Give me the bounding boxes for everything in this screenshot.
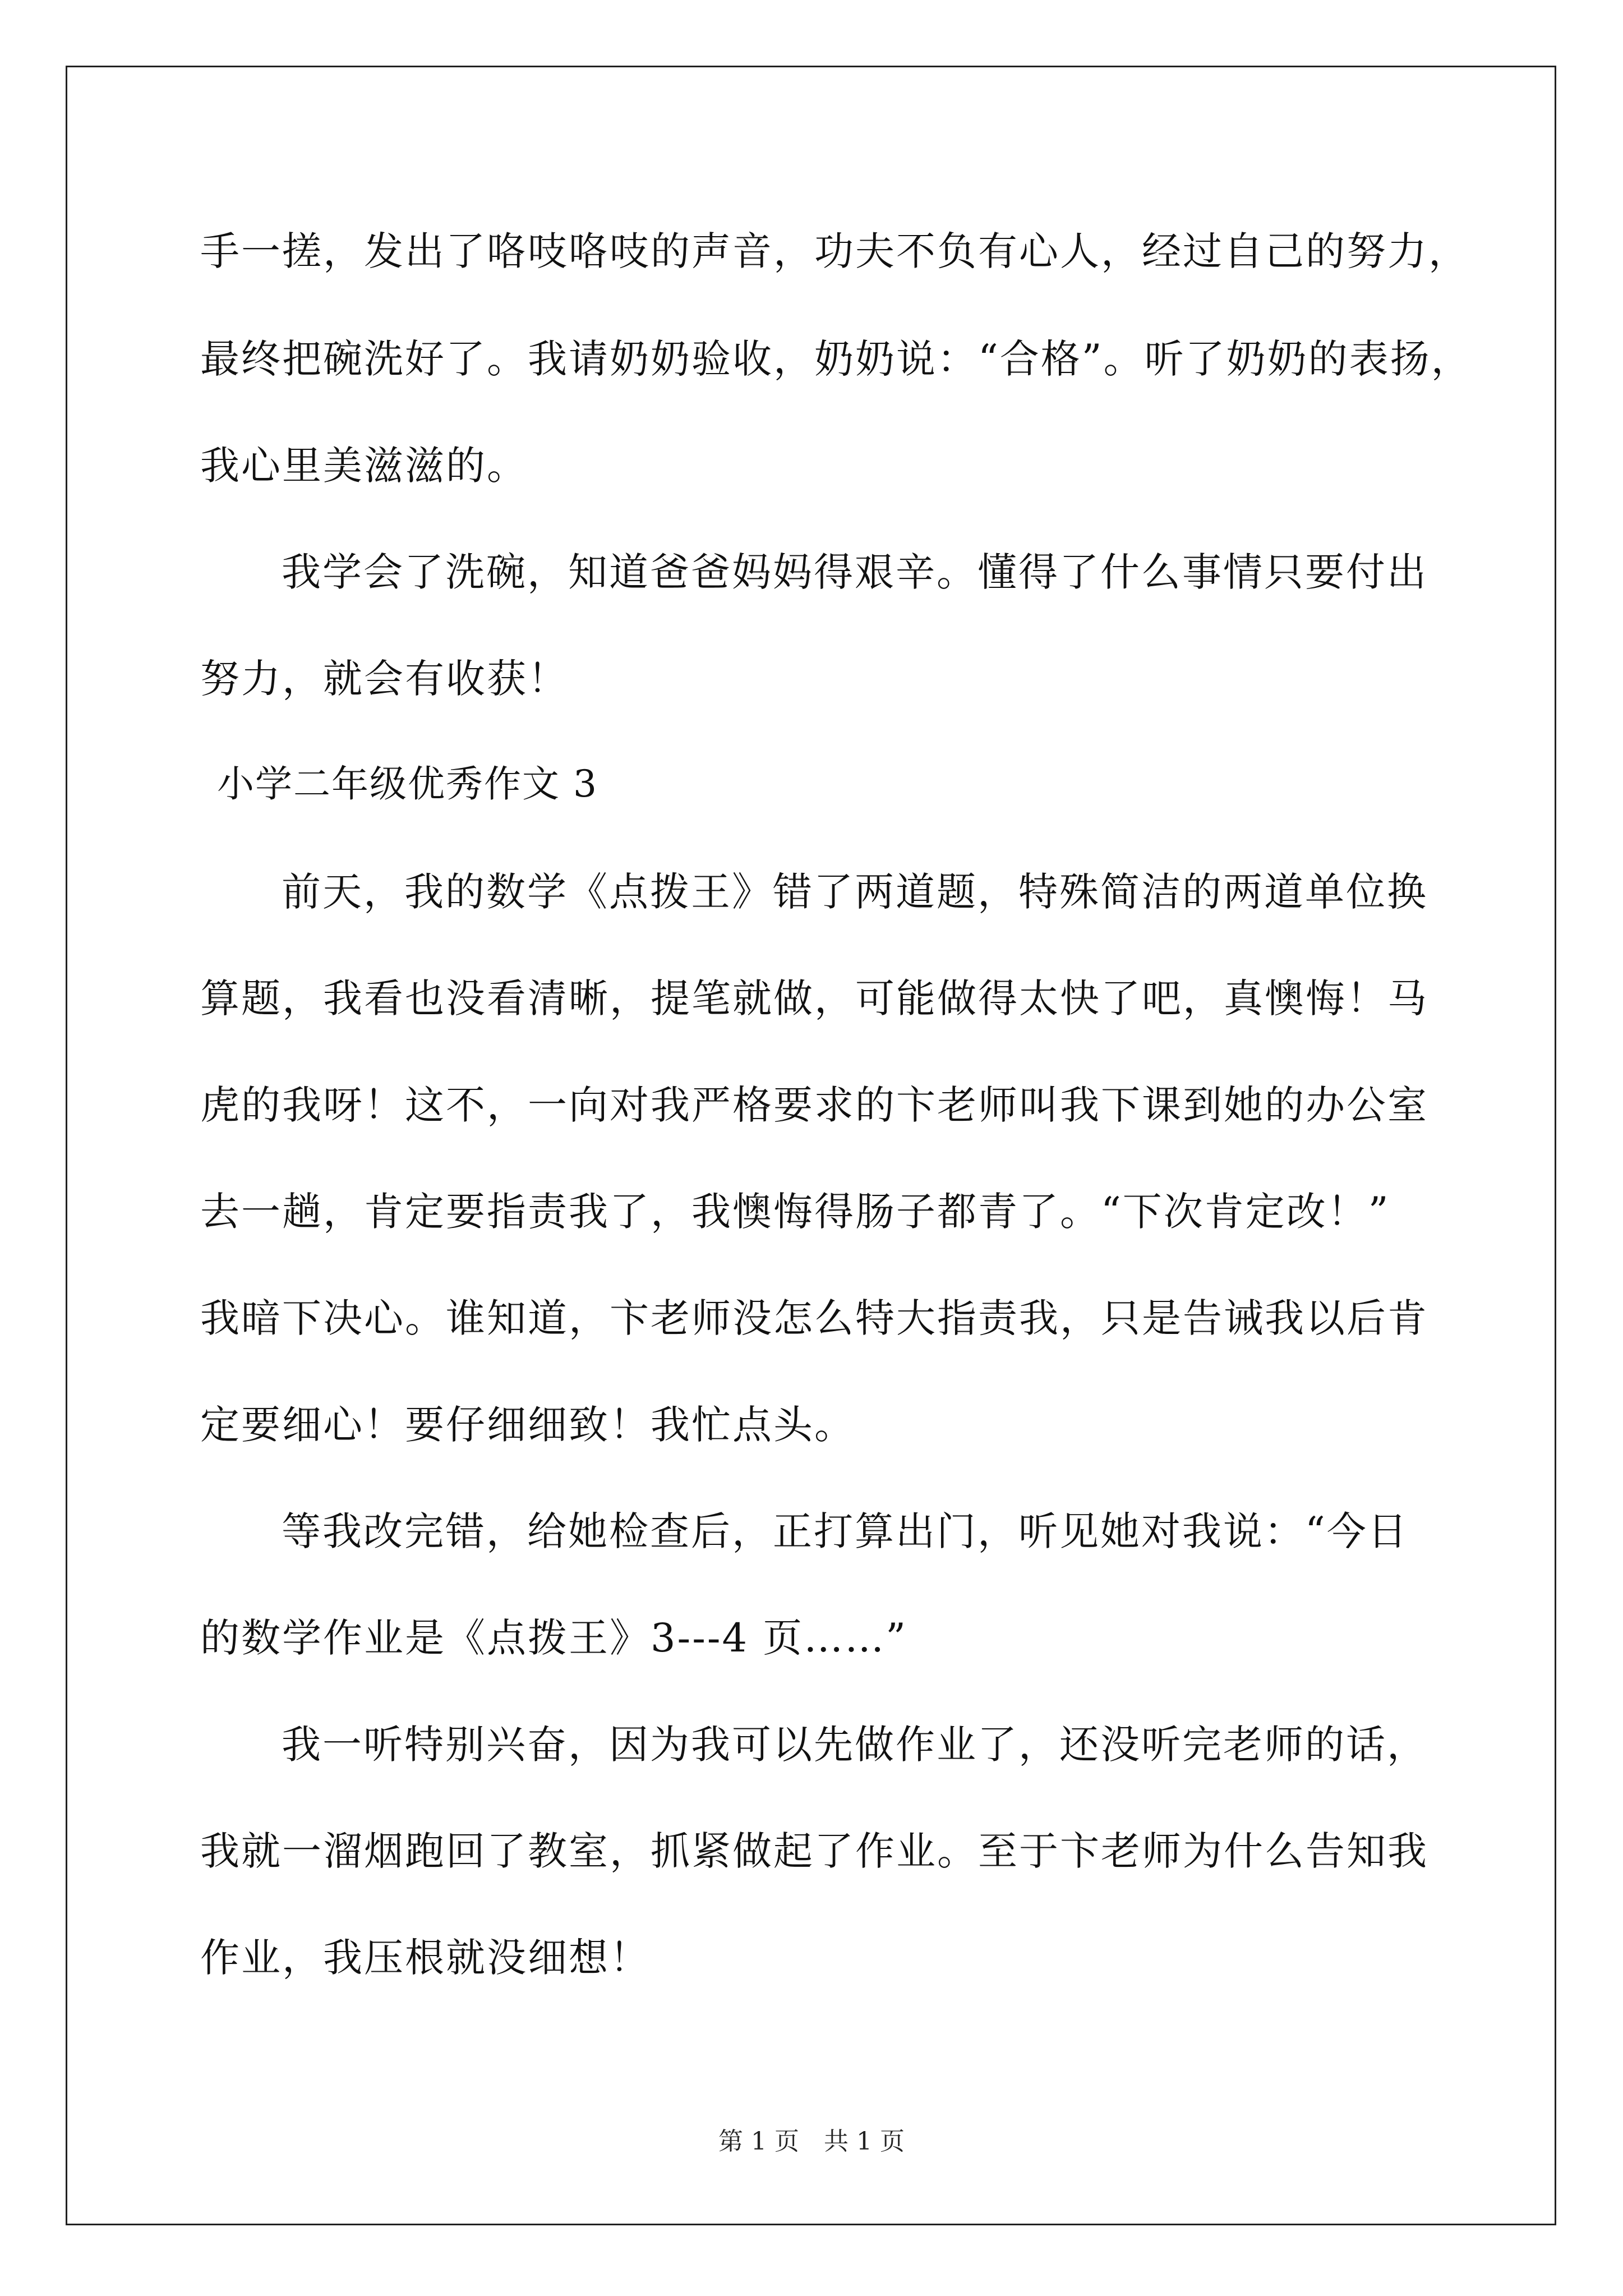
paragraph-start-line: 我学会了洗碗，知道爸爸妈妈得艰辛。懂得了什么事情只要付出 (282, 549, 1428, 595)
text-line: 我就一溜烟跑回了教室，抓紧做起了作业。至于卞老师为什么告知我 (200, 1828, 1428, 1874)
paragraph-start-line: 等我改完错，给她检查后，正打算出门，听见她对我说：“今日 (282, 1508, 1409, 1554)
section-heading: 小学二年级优秀作文 3 (217, 762, 598, 806)
text-line: 努力，就会有收获！ (200, 656, 569, 702)
text-line: 最终把碗洗好了。我请奶奶验收，奶奶说：“合格”。听了奶奶的表扬， (200, 336, 1472, 382)
paragraph-start-line: 前天，我的数学《点拨王》错了两道题，特殊简洁的两道单位换 (282, 869, 1428, 915)
text-line: 虎的我呀！这不，一向对我严格要求的卞老师叫我下课到她的办公室 (200, 1082, 1428, 1128)
text-line: 的数学作业是《点拨王》3---4 页……” (200, 1615, 908, 1661)
text-line: 定要细心！要仔细细致！我忙点头。 (200, 1402, 855, 1448)
text-line: 手一搓，发出了咯吱咯吱的声音，功夫不负有心人，经过自己的努力， (200, 228, 1469, 274)
text-line: 我暗下决心。谁知道，卞老师没怎么特大指责我，只是告诫我以后肯 (200, 1295, 1428, 1341)
page-border (66, 66, 1556, 2225)
paragraph-start-line: 我一听特别兴奋，因为我可以先做作业了，还没听完老师的话， (282, 1722, 1428, 1768)
text-line: 作业，我压根就没细想！ (200, 1935, 651, 1981)
page-footer: 第 1 页 共 1 页 (718, 2127, 905, 2156)
text-line: 算题，我看也没看清晰，提笔就做，可能做得太快了吧，真懊悔！马 (200, 976, 1428, 1022)
text-line: 我心里美滋滋的。 (200, 443, 528, 489)
text-line: 去一趟，肯定要指责我了，我懊悔得肠子都青了。“下次肯定改！” (200, 1189, 1390, 1235)
